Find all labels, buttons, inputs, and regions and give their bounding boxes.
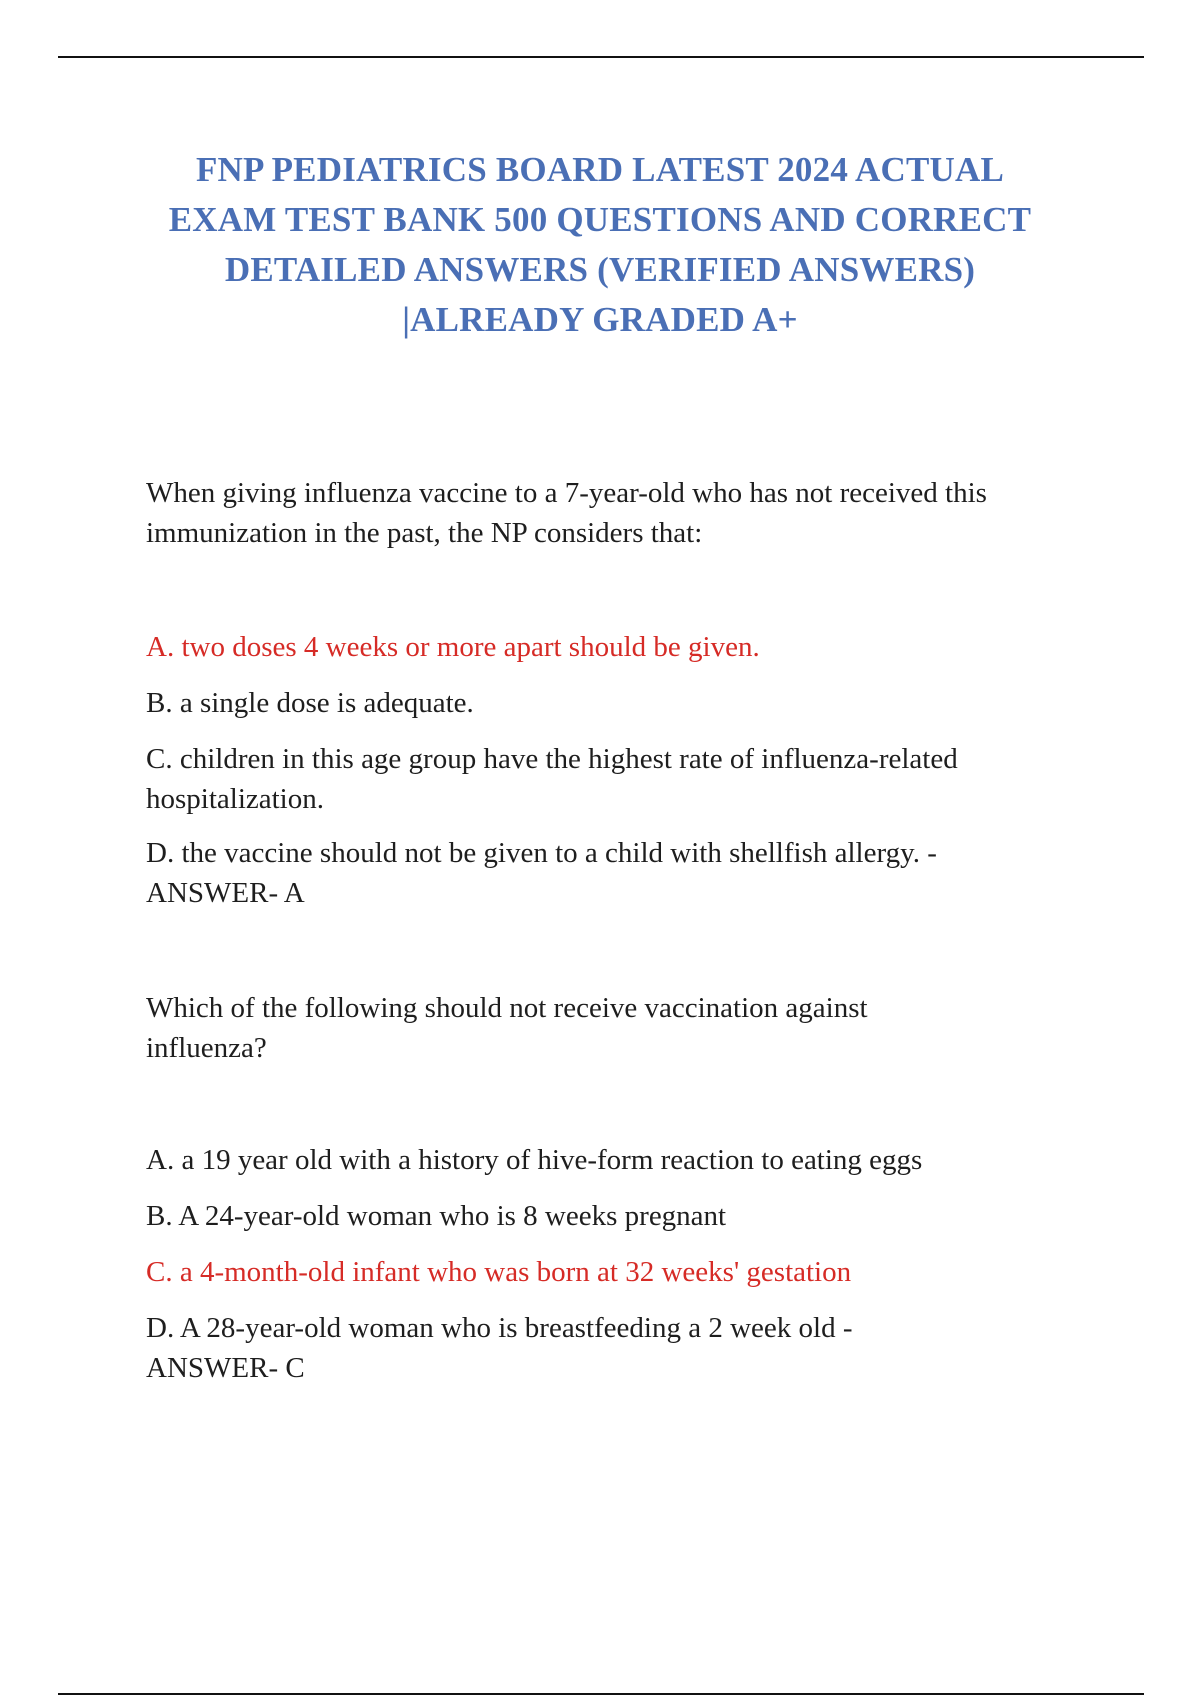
title-line: FNP PEDIATRICS BOARD LATEST 2024 ACTUAL — [195, 150, 1005, 189]
question-1-option-a-correct: A. two doses 4 weeks or more apart should be given. — [146, 631, 760, 663]
title-line: |ALREADY GRADED A+ — [402, 300, 798, 339]
question-1-option-b: B. a single dose is adequate. — [146, 687, 474, 719]
question-1-option-d: D. the vaccine should not be given to a child with shellfish allergy. - ANSWER- A — [146, 837, 937, 909]
title-line: DETAILED ANSWERS (VERIFIED ANSWERS) — [224, 250, 976, 289]
question-2-option-c-correct: C. a 4-month-old infant who was born at 32 weeks' gestation — [146, 1256, 852, 1288]
top-rule — [58, 56, 1144, 58]
question-2-stem: Which of the following should not receive vaccination against influenza? — [146, 992, 868, 1064]
question-2-option-d: D. A 28-year-old woman who is breastfeeding a 2 week old - ANSWER- C — [146, 1312, 853, 1384]
document-title — [150, 145, 1050, 345]
question-1-option-c: C. children in this age group have the highest rate of influenza-related hospitalization. — [146, 743, 958, 815]
title-line: EXAM TEST BANK 500 QUESTIONS AND CORRECT — [168, 200, 1032, 239]
question-2-option-b: B. A 24-year-old woman who is 8 weeks pregnant — [146, 1200, 727, 1232]
question-1-stem: When giving influenza vaccine to a 7-year-old who has not received this immunization in the past, the NP considers that: — [146, 477, 987, 549]
bottom-rule — [58, 1693, 1144, 1695]
question-2-option-a: A. a 19 year old with a history of hive-form reaction to eating eggs — [146, 1144, 923, 1176]
